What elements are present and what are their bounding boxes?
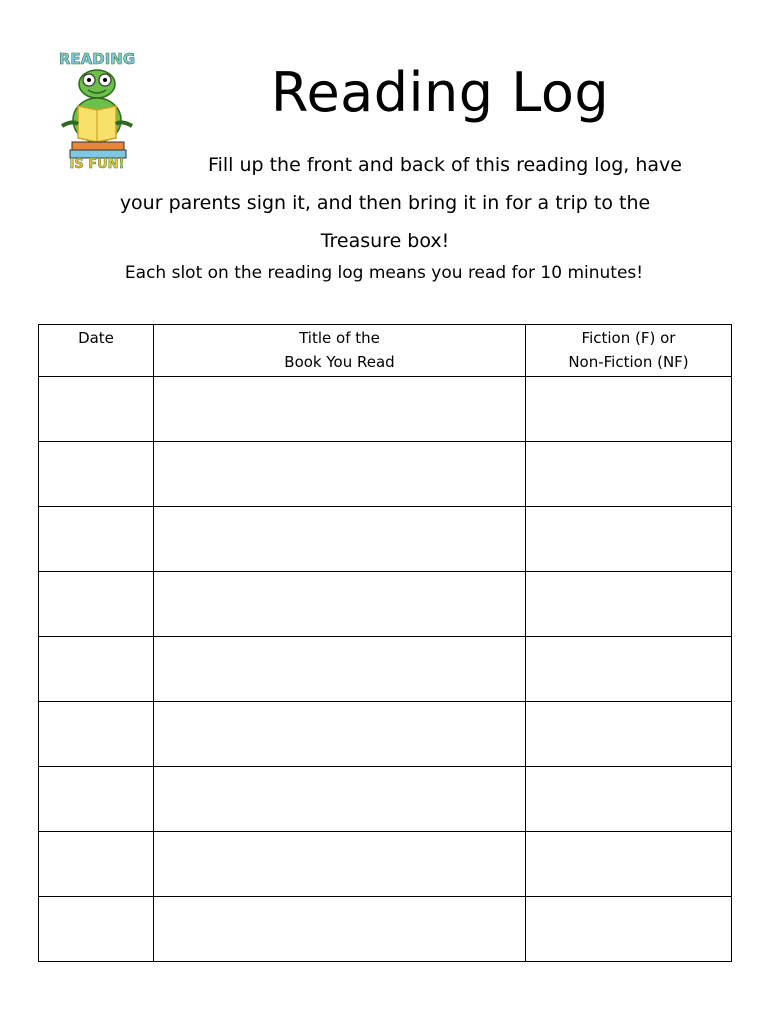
date-cell[interactable] [39,572,154,637]
reading-log-table [38,324,732,962]
header-book-title [154,325,526,377]
instructions-line-3: Treasure box! [320,230,450,252]
page-title: Reading Log [270,61,610,124]
book-title-cell[interactable] [154,572,526,637]
svg-text:IS FUN!: IS FUN! [69,157,125,172]
date-cell[interactable] [39,637,154,702]
date-cell[interactable] [39,377,154,442]
instructions-line-2: your parents sign it, and then bring it in for a trip to the [119,192,651,214]
table-row [39,442,732,507]
svg-text:READING: READING [58,50,136,68]
book-title-cell[interactable] [154,832,526,897]
book-title-cell[interactable] [154,702,526,767]
book-title-cell[interactable] [154,767,526,832]
fiction-type-cell[interactable] [526,442,732,507]
table-header-row [39,325,732,377]
fiction-type-cell[interactable] [526,507,732,572]
table-row [39,767,732,832]
fiction-type-cell[interactable] [526,767,732,832]
fiction-type-cell[interactable] [526,897,732,962]
header-fiction-type [526,325,732,377]
table-row [39,897,732,962]
date-cell[interactable] [39,702,154,767]
table-row [39,572,732,637]
instructions-line-1: Fill up the front and back of this reading log, have [208,154,682,176]
header-book-title-line-2: Book You Read [284,353,395,371]
table-row [39,507,732,572]
fiction-type-cell[interactable] [526,377,732,442]
table-row [39,637,732,702]
date-cell[interactable] [39,442,154,507]
book-title-cell[interactable] [154,377,526,442]
reading-slot-note: Each slot on the reading log means you read for 10 minutes! [124,263,644,283]
table-row [39,832,732,897]
book-title-cell[interactable] [154,637,526,702]
instructions [60,146,710,260]
header-date-label: Date [78,329,114,347]
table-body [39,377,732,962]
book-title-cell[interactable] [154,897,526,962]
fiction-type-cell[interactable] [526,702,732,767]
fiction-type-cell[interactable] [526,832,732,897]
table-row [39,377,732,442]
header-fiction-type-line-2: Non-Fiction (NF) [568,353,689,371]
table-row [39,702,732,767]
date-cell[interactable] [39,507,154,572]
header-book-title-line-1: Title of the [299,329,380,347]
date-cell[interactable] [39,897,154,962]
date-cell[interactable] [39,832,154,897]
fiction-type-cell[interactable] [526,572,732,637]
header-fiction-type-line-1: Fiction (F) or [581,329,676,347]
book-title-cell[interactable] [154,442,526,507]
book-title-cell[interactable] [154,507,526,572]
date-cell[interactable] [39,767,154,832]
header-date [39,325,154,377]
fiction-type-cell[interactable] [526,637,732,702]
